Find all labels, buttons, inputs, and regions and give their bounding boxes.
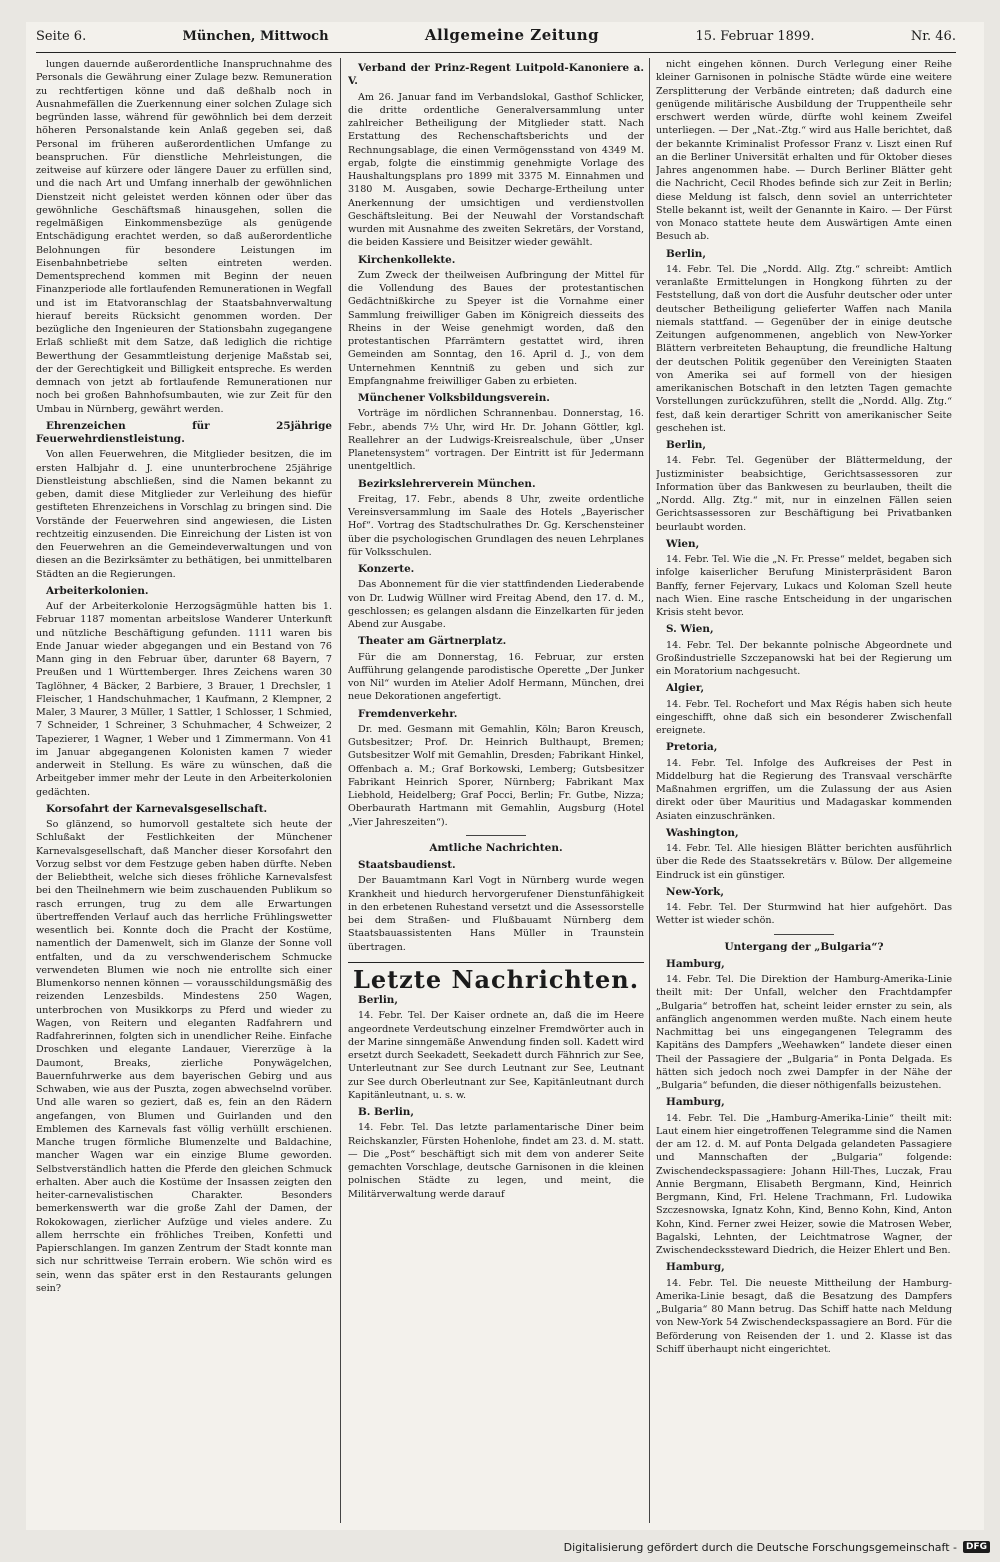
article-text: Von allen Feuerwehren, die Mitglieder besitzen, die im ersten Halbjahr d. J. eine ununterbrochene 25jährige Dienstleistung abschließen, sind die Namen bekannt zu geben, damit diese Mitglieder zur Verleihung des hiefür gestifteten Ehrenzeichens in Vorschlag zu bringen sind. Die Vorstände der Feuerwehren sind angewiesen, die Listen rechtzeitig einzusenden. Die Einreichung der Listen ist von den Feuerwehren an die Gemeindeverwaltungen und von diesen an die Bezirksämter zu bethätigen, bei unmittelbaren Städten an die Regierungen. bbox=[36, 449, 332, 580]
article-heading: Hamburg, bbox=[666, 957, 725, 970]
article-heading: Berlin, bbox=[666, 247, 706, 260]
article-text: Vorträge im nördlichen Schrannenbau. Donnerstag, 16. Febr., abends 7½ Uhr, wird Hr. Dr. Johann Göttler, kgl. Reallehrer an der Ludwigs-Kreisrealschule, über „Unser Planetensystem“ vortragen. Der Eintritt ist für Jedermann unentgeltlich. bbox=[348, 408, 644, 473]
section-subtitle: Untergang der „Bulgaria“? bbox=[724, 940, 884, 953]
article-text: 14. Febr. Tel. Die neueste Mittheilung der Hamburg-Amerika-Linie besagt, daß die Besatzung des Dampfers „Bulgaria“ 80 Mann betrug. Das Schiff hatte nach Meldung von New-York 54 Zwischendeckspassagiere an Bord. Für die Beförderung von Reisenden der 1. und 2. Klasse ist das Schiff überhaupt nicht eingerichtet. bbox=[656, 1277, 952, 1355]
article-text: 14. Febr. Tel. Alle hiesigen Blätter berichten ausführlich über die Rede des Staatssekretärs v. Bülow. Der allgemeine Eindruck ist ein günstiger. bbox=[656, 843, 952, 881]
column-1 bbox=[36, 58, 332, 1528]
article-heading: Verband der Prinz-Regent Luitpold-Kanoniere a. V. bbox=[348, 62, 644, 88]
article-text: 14. Febr. Tel. Die „Hamburg-Amerika-Linie“ theilt mit: Laut einem hier eingetroffenen Telegramme sind die Namen der am 12. d. M. auf Ponta Delgada gelandeten Passagiere und Mannschaften der „Bulgaria“ folgende: Zwischendeckspassagiere: Johann Hill-Thes, Luczak, Frau Annie Bergmann, Elisabeth Bergmann, Kind, Heinrich Bergmann, Kind, Frl. Helene Trachmann, Frl. Ludowika Szczesnowska, Ignatz Kohn, Kind, Benno Kohn, Kind, Anton Kohn, Kind. Ferner zwei Heizer, sowie die Matrosen Weber, Bagalski, Lehnten, der Leichtmatrose Wagner, der Zwischendeckssteward Diedrich, die Heizer Ehlert und Ben. bbox=[656, 1112, 952, 1256]
article-text: 14. Febr. Tel. Gegenüber der Blättermeldung, der Justizminister beabsichtige, Gerichtsassessoren zur Information über das Bankwesen zu beurlauben, theilt die „Nordd. Allg. Ztg.“ mit, nur in einzelnen Fällen seien Gerichtsassessoren zur Beschäftigung bei Privatbanken beurlaubt worden. bbox=[656, 455, 952, 533]
article-text: Das Abonnement für die vier stattfindenden Liederabende von Dr. Ludwig Wüllner wird Freitag Abend, den 17. d. M., geschlossen; es gelangen alsdann die Einzelkarten für jeden Abend zur Ausgabe. bbox=[348, 579, 644, 630]
article-heading: Staatsbaudienst. bbox=[358, 859, 456, 871]
article-text: Dr. med. Gesmann mit Gemahlin, Köln; Baron Kreusch, Gutsbesitzer; Prof. Dr. Heinrich Bulthaupt, Bremen; Gutsbesitzer Wolf mit Gemahlin, Dresden; Fabrikant Hinkel, Offenbach a. M.; Graf Borkowski, Lemberg; Gutsbesitzer Fabrikant Heinrich Sporer, Nürnberg; Fabrikant Max Liebhold, Heidelberg; Graf Pocci, Berlin; Fr. Gutbe, Nizza; Oberbaurath Hartmann mit Gemahlin, Augsburg (Hotel „Vier Jahreszeiten“). bbox=[348, 723, 644, 828]
article-text: Der Bauamtmann Karl Vogt in Nürnberg wurde wegen Krankheit und hiedurch hervorgerufener Dienstunfähigkeit in den erbetenen Ruhestand versetzt und die Assessorstelle bei dem Straßen- und Flußbauamt Nürnberg dem Staatsbauassistenten Hans Müller in Traunstein übertragen. bbox=[348, 875, 644, 953]
article-heading: Kirchenkollekte. bbox=[358, 253, 456, 266]
page-number: Seite 6. bbox=[36, 29, 87, 44]
section-title-large: Letzte Nachrichten. bbox=[352, 964, 640, 994]
article-heading: Münchener Volksbildungsverein. bbox=[358, 392, 550, 404]
article-heading: Washington, bbox=[666, 826, 739, 839]
article-heading: B. Berlin, bbox=[358, 1106, 414, 1118]
article-text: 14. Febr. Tel. Das letzte parlamentarische Diner beim Reichskanzler, Fürsten Hohenlohe, findet am 23. d. M. statt. — Die „Post“ beschäftigt sich mit dem von anderer Seite gemachten Vorschlage, deutsche Garnisonen in die kleinen polnischen Städte zu legen, und meint, die Militärverwaltung werde darauf bbox=[348, 1122, 644, 1200]
paper-title: Allgemeine Zeitung bbox=[424, 26, 600, 44]
article-text: Am 26. Januar fand im Verbandslokal, Gasthof Schlicker, die dritte ordentliche Generalversammlung unter zahlreicher Betheiligung der Mitglieder statt. Nach Erstattung des Rechenschaftsberichts und der Rechnungsablage, die einen Vermögensstand von 4349 M. ergab, folgte die einstimmig genehmigte Vorlage des Haushaltungsplans pro 1899 mit 3375 M. Einnahmen und 3180 M. Ausgaben, sowie Decharge-Ertheilung unter Anerkennung der umsichtigen und verdienstvollen Geschäftsleitung. Bei der Neuwahl der Vorstandschaft wurden mit Ausnahme des zweiten Sekretärs, der Vorstand, die beiden Kassiere und Beisitzer wieder gewählt. bbox=[348, 91, 644, 249]
page-header bbox=[36, 26, 956, 54]
article-text: 14. Febr. Tel. Die Direktion der Hamburg-Amerika-Linie theilt mit: Der Unfall, welcher den Frachtdampfer „Bulgaria“ betroffen hat, scheint leider ernster zu sein, als anfänglich angenommen werden mußte. Nach einem heute Nachmittag bei uns eingegangenen Telegramm des Kapitäns des Dampfers „Weehawken“ landete dieser einen Theil der Passagiere der „Bulgaria“ in Ponta Delgada. Es hätten sich jedoch noch zwei Dampfer in der Nähe der „Bulgaria“ befunden, die dieser nöthigenfalls beizustehen. bbox=[656, 974, 952, 1091]
article-heading: Algier, bbox=[666, 682, 705, 695]
article-text: 14. Febr. Tel. Infolge des Aufkreises der Pest in Middelburg hat die Regierung des Transvaal verschärfte Maßnahmen ergriffen, um die Zulassung der aus Asien direkt oder über Mauritius und Madagaskar kommenden Asiaten einzuschränken. bbox=[656, 757, 952, 822]
column-3 bbox=[656, 58, 952, 1528]
section-separator bbox=[466, 835, 526, 836]
header-rule bbox=[36, 52, 956, 53]
place-day: München, Mittwoch bbox=[182, 29, 329, 44]
section-rule bbox=[348, 962, 644, 963]
issue-date: 15. Februar 1899. bbox=[695, 29, 815, 44]
article-text: So glänzend, so humorvoll gestaltete sich heute der Schlußakt der Festlichkeiten der Münchener Karnevalsgesellschaft, daß Mancher dieser Korsofahrt den Vorzug selbst vor dem Festzuge geben haben dürfte. Neben der Beliebtheit, welche sich dieses fröhliche Karnevalsfest bei den Theilnehmern wie beim zuschauenden Publikum so rasch errungen, trug zu dem alle Erwartungen übertreffenden Verlauf auch das herrliche Frühlingswetter wesentlich bei. Konnte doch die Pracht der Kostüme, namentlich der Damenwelt, sich im Glanze der Sonne voll entfalten, und da zu verschwenderischem Schmucke verwendeten Blumen wie noch nie entrollte sich einer Blumenkorso nennen können — vorausschildungsmäßig des reizenden Lenzesbilds. Mindestens 250 Wagen, unterbrochen von Musikkorps zu Pferd und wieder zu Wagen, von Reitern und eleganten Radfahrern und Radfahrerinnen, folgten sich in unendlicher Reihe. Einfache Droschken und elegante Landauer, Viererzüge à la Daumont, Breaks, zierliche Ponywägelchen, Bauernfuhrwerke aus dem bayerischen Gebirg und aus Schwaben, wie aus der Puszta, zogen abwechselnd vorüber. Und alle waren so geziert, daß es, fein an den Rädern angefangen, von Blumen und Guirlanden und den Emblemen des Karnevals fast völlig verhüllt erschienen. Manche trugen förmliche Blumenzelte und Baldachine, mancher Wagen war ein einzige Blume geworden. Selbstverständlich hatten die Pferde den gleichen Schmuck erhalten. Aber auch die Kostüme der Insassen zeigten den heiter-carnevalistischen Charakter. Besonders bemerkenswerth war die große Zahl der Damen, der Rokokowagen, zierlicher Aufzüge und vieles andere. Zu allem herrschte ein fröhliches Treiben, Konfetti und Papierschlangen. Im ganzen Zentrum der Stadt konnte man sich nur schrittweise Terrain erobern. Wie schön wird es sein, wenn das später erst in den Restaurants gelungen sein? bbox=[36, 819, 332, 1294]
dfg-logo: DFG bbox=[963, 1541, 990, 1553]
article-text: 14. Febr. Tel. Die „Nordd. Allg. Ztg.“ schreibt: Amtlich veranlaßte Ermittelungen in Hongkong führten zu der Feststellung, daß von dort die Ausfuhr deutscher oder unter deutscher Betheiligung gelieferter Waffen nach Manila niemals stattfand. — Gegenüber der in einige deutsche Zeitungen aufgenommenen, angeblich von New-Yorker Blättern verbreiteten Behauptung, die freundliche Haltung der deutschen Politik gegenüber den Vereinigten Staaten von Amerika sei auf formell von der hiesigen amerikanischen Botschaft in den letzten Tagen gemachte Vorstellungen zurückzuführen, stellt die „Nordd. Allg. Ztg.“ fest, daß kein derartiger Schritt von amerikanischer Seite geschehen ist. bbox=[656, 263, 952, 434]
article-text: Freitag, 17. Febr., abends 8 Uhr, zweite ordentliche Vereinsversammlung im Saale des Hotels „Bayerischer Hof“. Vortrag des Stadtschulrathes Dr. Gg. Kerschensteiner über die psychologischen Grundlagen des neuen Lehrplanes für Volksschulen. bbox=[348, 493, 644, 558]
article-heading: Fremdenverkehr. bbox=[358, 707, 458, 720]
article-heading: Konzerte. bbox=[358, 563, 415, 575]
article-heading: S. Wien, bbox=[666, 623, 714, 636]
article-text: Für die am Donnerstag, 16. Februar, zur ersten Aufführung gelangende parodistische Operette „Der Junker von Nil“ wurden im Atelier Adolf Hermann, München, drei neue Dekorationen angefertigt. bbox=[348, 651, 644, 703]
column-2 bbox=[348, 58, 644, 1528]
article-text: nicht eingehen können. Durch Verlegung einer Reihe kleiner Garnisonen in polnische Städte würde eine weitere Zersplitterung der Verbände eintreten; daß dadurch eine genügende militärische Ausbildung der Truppentheile sehr erschwert werden würde, dürfte wohl keinem Zweifel unterliegen. — Der „Nat.-Ztg.“ wird aus Halle berichtet, daß der bekannte Kriminalist Professor Franz v. Liszt einen Ruf an die Berliner Universität erhalten und für Oktober dieses Jahres angenommen habe. — Durch Berliner Blätter geht die Nachricht, Cecil Rhodes befinde sich zur Zeit in Berlin; diese Meldung ist falsch, denn soviel an unterrichteter Stelle bekannt ist, weilt der Genannte in Kairo. — Der Fürst von Monaco stattete heute dem Auswärtigen Amte einen Besuch ab. bbox=[656, 59, 952, 243]
article-text: 14. Febr. Tel. Der Kaiser ordnete an, daß die im Heere angeordnete Verdeutschung einzelner Fremdwörter auch in der Marine sinngemäße Anwendung finden soll. Kadett wird ersetzt durch Seekadett, Seekadett durch Fähnrich zur See, Unterleutnant zur See durch Leutnant zur See, Leutnant zur See durch Oberleutnant zur See, Kapitänleutnant durch Kapitänleutnant, u. s. w. bbox=[348, 1010, 644, 1101]
article-heading: Berlin, bbox=[666, 439, 706, 451]
section-separator bbox=[774, 934, 834, 935]
credit-text: Digitalisierung gefördert durch die Deutsche Forschungsgemeinschaft - bbox=[563, 1540, 957, 1554]
article-heading: Arbeiterkolonien. bbox=[46, 584, 149, 597]
section-title: Amtliche Nachrichten. bbox=[429, 841, 563, 854]
article-heading: Theater am Gärtnerplatz. bbox=[358, 635, 507, 648]
article-heading: Hamburg, bbox=[666, 1261, 725, 1274]
article-heading: Pretoria, bbox=[666, 741, 718, 754]
article-text: 14. Febr. Tel. Der Sturmwind hat hier aufgehört. Das Wetter ist wieder schön. bbox=[656, 902, 952, 927]
article-heading: Ehrenzeichen für 25jährige Feuerwehrdienstleistung. bbox=[36, 419, 332, 445]
digitization-credit bbox=[560, 1538, 990, 1556]
article-text: Auf der Arbeiterkolonie Herzogsägmühle hatten bis 1. Februar 1187 momentan arbeitslose Wanderer Unterkunft und nützliche Beschäftigung gefunden. 1111 waren bis Ende Januar wieder abgegangen und ein Bestand von 76 Mann ging in den Februar über, darunter 68 Bayern, 7 Preußen und 1 Württemberger. Ihres Zeichens waren 30 Taglöhner, 4 Bäcker, 2 Barbiere, 3 Brauer, 1 Drechsler, 1 Fleischer, 1 Handschuhmacher, 1 Kaufmann, 2 Klempner, 2 Maler, 3 Maurer, 3 Müller, 1 Sattler, 1 Schlosser, 1 Schmied, 7 Schneider, 1 Schreiner, 3 Schuhmacher, 4 Schweizer, 2 Tapezierer, 1 Wagner, 1 Weber und 1 Zimmermann. Von 41 im Januar abgegangenen Kolonisten kamen 7 wieder anderweit in Stellung. Es wäre zu wünschen, daß die Arbeitgeber immer mehr der Leute in den Arbeiterkolonien gedächten. bbox=[36, 601, 332, 798]
issue-number: Nr. 46. bbox=[910, 29, 956, 44]
column-divider bbox=[649, 58, 650, 1523]
article-heading: New-York, bbox=[666, 885, 724, 898]
article-heading: Wien, bbox=[666, 537, 700, 550]
column-divider bbox=[340, 58, 341, 1523]
article-heading: Bezirkslehrerverein München. bbox=[358, 477, 536, 490]
article-heading: Hamburg, bbox=[666, 1096, 725, 1109]
article-text: 14. Febr. Tel. Rochefort und Max Régis haben sich heute eingeschifft, ohne daß sich ein besonderer Zwischenfall ereignete. bbox=[656, 698, 952, 736]
article-heading: Korsofahrt der Karnevalsgesellschaft. bbox=[46, 802, 268, 815]
article-text: Zum Zweck der theilweisen Aufbringung der Mittel für die Vollendung des Baues der protestantischen Gedächtnißkirche zu Speyer ist die Vornahme einer Sammlung freiwilliger Gaben im Königreich diesseits des Rheins in der Weise genehmigt worden, daß den protestantischen Pfarrämtern gestattet wird, ihren Gemeinden am Sonntag, den 16. April d. J., von dem Unternehmen Kenntniß zu geben und sich zur Empfangnahme freiwilliger Gaben zu erbieten. bbox=[348, 269, 644, 387]
article-text: lungen dauernde außerordentliche Inanspruchnahme des Personals die Gewährung einer Zulage bezw. Remuneration zu rechtfertigen könne und daß deßhalb noch in Ausnahmefällen die Zuerkennung einer solchen Zulage sich begründen lasse, während für gewöhnlich bei dem derzeit höheren Personalstande kein Anlaß gegeben sei, daß Personal im früheren außerordentlichen Umfange zu beanspruchen. Für dienstliche Mehrleistungen, die zeitweise auf kürzere oder längere Dauer zu erfüllen sind, und die nach Art und Umfang innerhalb der gewöhnlichen Dienstzeit nicht geleistet werden können oder über das gewöhnliche Geschäftsmaß hinausgehen, sollen die regelmäßigen Einkommensbezüge als genügende Entschädigung erachtet werden, so daß außerordentliche Belohnungen für besondere Leistungen im Eisenbahnbetriebe selten eintreten werden. Dementsprechend kommen mit Beginn der neuen Finanzperiode alle fortlaufenden Remunerationen in Wegfall und ist im Etatvoranschlag der Staatsbahnverwaltung hierauf bereits Rücksicht genommen worden. Der bezügliche den Ingenieuren der Stationsbahn zugegangene Erlaß schließt mit dem Satze, daß lediglich die richtige Bewerthung der Gesammtleistung derjenige Maßstab sei, der der Gerechtigkeit und Billigkeit entspreche. Es werden demnach von jetzt ab fortlaufende Remunerationen nur noch bei großen Bahnhofsumbauten, wie zur Zeit für den Umbau in Nürnberg, gewährt werden. bbox=[36, 59, 332, 415]
article-heading: Berlin, bbox=[358, 994, 398, 1006]
article-text: 14. Febr. Tel. Wie die „N. Fr. Presse“ meldet, begaben sich infolge kaiserlicher Berufung Ministerpräsident Baron Banffy, ferner Fejervary, Lukacs und Koloman Szell heute nach Wien. Eine rasche Entscheidung in der ungarischen Krisis steht bevor. bbox=[656, 554, 952, 618]
article-text: 14. Febr. Tel. Der bekannte polnische Abgeordnete und Großindustrielle Szczepanowski hat bei der Regierung um ein Moratorium nachgesucht. bbox=[656, 639, 952, 677]
